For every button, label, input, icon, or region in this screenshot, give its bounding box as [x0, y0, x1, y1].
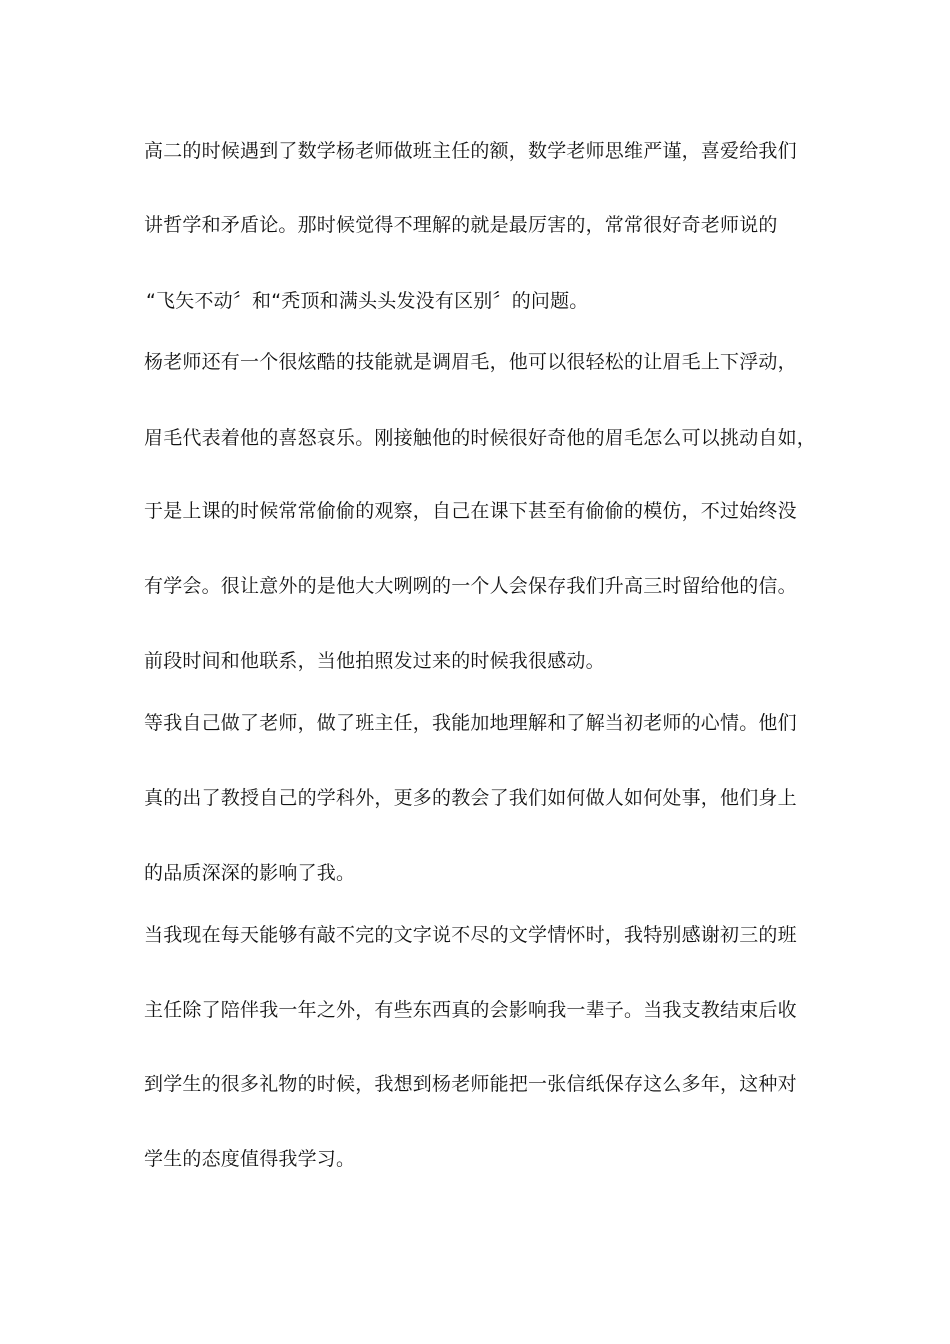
text-line: 杨老师还有一个很炫酷的技能就是调眉毛，他可以很轻松的让眉毛上下浮动，: [144, 351, 797, 373]
text-line: 眉毛代表着他的喜怒哀乐。刚接触他的时候很好奇他的眉毛怎么可以挑动自如，: [144, 427, 817, 449]
text-line: 的品质深深的影响了我。: [144, 862, 356, 884]
text-line: 当我现在每天能够有敲不完的文字说不尽的文学情怀时，我特别感谢初三的班: [144, 924, 797, 946]
text-line: 于是上课的时候常常偷偷的观察，自己在课下甚至有偷偷的模仿，不过始终没: [144, 500, 797, 522]
text-line: 到学生的很多礼物的时候，我想到杨老师能把一张信纸保存这么多年，这种对: [144, 1073, 797, 1095]
text-line: 前段时间和他联系，当他拍照发过来的时候我很感动。: [144, 650, 605, 672]
text-line: 讲哲学和矛盾论。那时候觉得不理解的就是最厉害的，常常很好奇老师说的: [144, 214, 778, 236]
text-line: 主任除了陪伴我一年之外，有些东西真的会影响我一辈子。当我支教结束后收: [144, 999, 797, 1021]
text-line: 高二的时候遇到了数学杨老师做班主任的额，数学老师思维严谨，喜爱给我们: [144, 140, 797, 162]
text-line: “飞矢不动〞和“秃顶和满头头发没有区别〞的问题。: [146, 290, 589, 312]
text-line: 学生的态度值得我学习。: [144, 1148, 356, 1170]
text-line: 等我自己做了老师，做了班主任，我能加地理解和了解当初老师的心情。他们: [144, 712, 797, 734]
text-line: 真的出了教授自己的学科外，更多的教会了我们如何做人如何处事，他们身上: [144, 787, 797, 809]
text-line: 有学会。很让意外的是他大大咧咧的一个人会保存我们升高三时留给他的信。: [144, 575, 797, 597]
